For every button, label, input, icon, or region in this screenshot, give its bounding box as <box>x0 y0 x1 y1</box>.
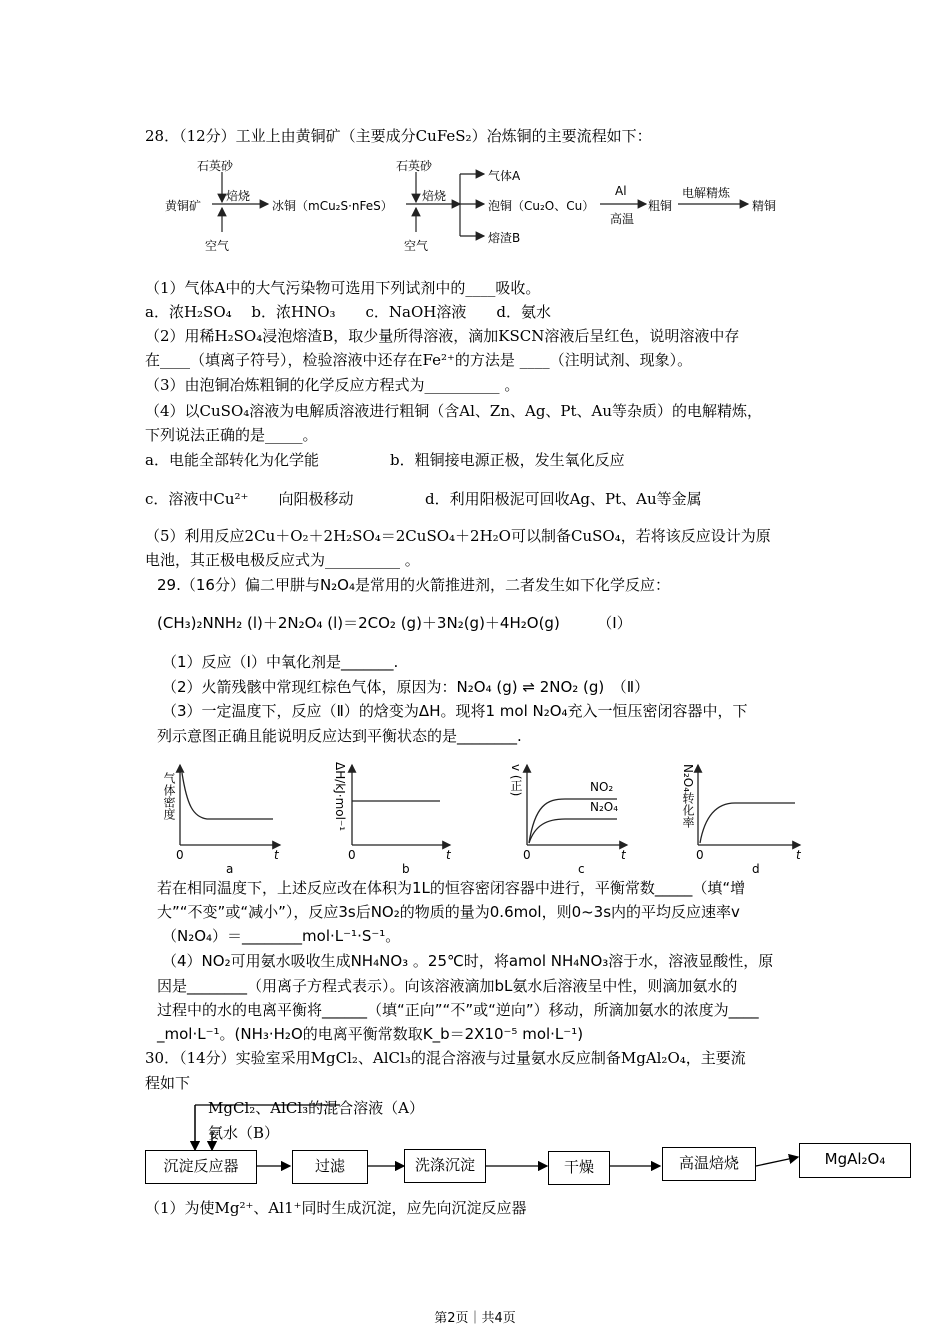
q28-part4-option-a: a．电能全部转化为化学能 <box>145 451 319 469</box>
q28-title: 28．（12分）工业上由黄铜矿（主要成分CuFeS₂）冶炼铜的主要流程如下： <box>145 127 652 145</box>
q29-part2: （2）火箭残骸中常现红棕色气体，原因为：N₂O₄ (g) ⇌ 2NO₂ (g) （Ⅱ） <box>162 678 650 696</box>
flow-box-product: MgAl₂O₄ <box>799 1143 911 1178</box>
q30-feed-b: 氨水（B） <box>208 1124 280 1142</box>
q29-part3-line1: （3）一定温度下，反应（Ⅱ）的焓变为ΔH。现将1 mol N₂O₄充入一恒压密闭容器中，下 <box>162 702 748 720</box>
graph-d-caption: d <box>752 862 760 876</box>
flow-sand-1: 石英砂 <box>197 159 234 173</box>
graph-c-ylabel: v (正) <box>509 764 523 797</box>
q29-part4-line2: 因是________（用离子方程式表示）。向该溶液滴加bL氨水后溶液呈中性，则滴加氨水的 <box>157 977 738 995</box>
q28-part4-option-b: b．粗铜接电源正极，发生氧化反应 <box>390 451 625 469</box>
q29-part3-line2: 列示意图正确且能说明反应达到平衡状态的是________. <box>157 727 522 745</box>
q30-feed-a: MgCl₂、AlCl₃的混合溶液（A） <box>208 1099 424 1117</box>
flow-refined-copper: 精铜 <box>752 199 777 213</box>
flow-matte: 冰铜（mCu₂S·nFeS） <box>272 199 393 213</box>
flow-slag-b: 熔渣B <box>488 231 521 245</box>
graph-c-origin: 0 <box>523 848 531 862</box>
q28-part4-option-c: c．溶液中Cu²⁺ 向阳极移动 <box>145 490 354 508</box>
q29-part4-line4: _mol·L⁻¹。(NH₃·H₂O的电离平衡常数取K_b＝2X10⁻⁵ mol·L⁻¹) <box>157 1025 584 1043</box>
graph-a-caption: a <box>226 862 234 876</box>
q28-part2-line1: （2）用稀H₂SO₄浸泡熔渣B，取少量所得溶液，滴加KSCN溶液后呈红色，说明溶液中存 <box>145 327 740 345</box>
flow-roast-2: 焙烧 <box>422 189 447 203</box>
q28-part5-line1: （5）利用反应2Cu＋O₂＋2H₂SO₄＝2CuSO₄＋2H₂O可以制备CuSO₄，若将该反应设计为原 <box>145 527 771 545</box>
q30-title-line2: 程如下 <box>145 1074 191 1092</box>
graph-b-origin: 0 <box>348 848 356 862</box>
flow-al: Al <box>615 184 627 198</box>
q29-graphs <box>155 755 820 875</box>
q29-part4-line1: （4）NO₂可用氨水吸收生成NH₄NO₃ 。25℃时，将amol NH₄NO₃溶于水，溶液显酸性，原 <box>162 952 774 970</box>
graph-b-axes <box>352 765 450 845</box>
flow-blister-copper: 泡铜（Cu₂O、Cu） <box>488 199 595 213</box>
q29-part3-line4: 大”“不变”或“减小”），反应3s后NO₂的物质的量为0.6mol，则0~3s内的平均反应速率v <box>157 903 740 921</box>
q28-part3: （3）由泡铜冶炼粗铜的化学反应方程式为__________ 。 <box>145 376 520 394</box>
flow-air-1: 空气 <box>205 239 230 253</box>
flow-box-filter: 过滤 <box>292 1150 368 1184</box>
q28-part2-line2: 在____（填离子符号），检验溶液中还存在Fe²⁺的方法是 ____（注明试剂、现象）。 <box>145 351 693 369</box>
q28-part4-line1: （4）以CuSO₄溶液为电解质溶液进行粗铜（含Al、Zn、Ag、Pt、Au等杂质）的电解精炼， <box>145 402 763 420</box>
graph-c-label-no2: NO₂ <box>590 780 614 794</box>
graph-a-axes <box>180 765 280 845</box>
flow-high-temp: 高温 <box>610 212 635 226</box>
flow-gas-a: 气体A <box>488 169 521 183</box>
graph-d-curve <box>700 803 795 843</box>
graph-a-curve <box>182 773 273 819</box>
graph-d-axes <box>698 765 800 845</box>
q29-part3-line3: 若在相同温度下，上述反应改在体积为1L的恒容密闭容器中进行，平衡常数_____（填“增 <box>157 879 746 897</box>
q30-title-line1: 30．（14分）实验室采用MgCl₂、AlCl₃的混合溶液与过量氨水反应制备MgAl₂O₄，主要流 <box>145 1049 746 1067</box>
q28-part1: （1）气体A中的大气污染物可选用下列试剂中的____吸收。 <box>145 279 541 297</box>
graph-a-origin: 0 <box>176 848 184 862</box>
graph-b-caption: b <box>402 862 410 876</box>
q28-part1-options: a．浓H₂SO₄ b．浓HNO₃ c．NaOH溶液 d．氨水 <box>145 303 551 321</box>
graph-c-caption: c <box>578 862 585 876</box>
flow-air-2: 空气 <box>404 239 429 253</box>
q28-part4-option-d: d．利用阳极泥可回收Ag、Pt、Au等金属 <box>425 490 702 508</box>
q29-equation-1: (CH₃)₂NNH₂ (l)＋2N₂O₄ (l)＝2CO₂ (g)＋3N₂(g)＋4H₂O(g) （Ⅰ） <box>157 614 632 632</box>
graph-c-label-n2o4: N₂O₄ <box>590 800 619 814</box>
graph-d-origin: 0 <box>696 848 704 862</box>
q28-flow-diagram <box>160 150 800 255</box>
graph-c-t: t <box>621 848 626 862</box>
graph-c-curve-n2o4 <box>529 819 617 843</box>
q29-part3-line5: （N₂O₄）＝________mol·L⁻¹·S⁻¹。 <box>162 927 401 945</box>
graph-a-t: t <box>274 848 279 862</box>
q28-part4-line2: 下列说法正确的是_____。 <box>145 426 318 444</box>
flow-roast-1: 焙烧 <box>226 189 251 203</box>
graph-b-ylabel: ΔH/kJ·mol⁻¹ <box>333 762 347 832</box>
flow-box-precipitation-reactor: 沉淀反应器 <box>145 1150 257 1184</box>
flow-electro-refine: 电解精炼 <box>682 186 731 200</box>
graph-d-t: t <box>796 848 801 862</box>
flow-sand-2: 石英砂 <box>396 159 433 173</box>
graph-a-ylabel: 气体密度 <box>162 772 176 820</box>
graph-b-t: t <box>446 848 451 862</box>
q30-part1: （1）为使Mg²⁺、Al1⁺同时生成沉淀，应先向沉淀反应器 <box>145 1199 527 1217</box>
q29-part1: （1）反应（Ⅰ）中氧化剂是_______. <box>162 653 399 671</box>
flow-box-dry: 干燥 <box>548 1151 610 1185</box>
graph-d-ylabel: N₂O₄转化率 <box>681 764 695 829</box>
flow-ore: 黄铜矿 <box>165 199 202 213</box>
q29-part4-line3: 过程中的水的电离平衡将______（填“正向”“不”或“逆向”）移动，所滴加氨水的浓度为____ <box>157 1001 759 1019</box>
flow-crude-copper: 粗铜 <box>648 199 673 213</box>
page-footer: 第2页｜共4页 <box>434 1311 516 1326</box>
flow-box-calcine: 高温焙烧 <box>662 1147 756 1181</box>
q28-part5-line2: 电池，其正极电极反应式为__________ 。 <box>145 551 420 569</box>
q29-title: 29.（16分）偏二甲肼与N₂O₄是常用的火箭推进剂，二者发生如下化学反应： <box>157 576 670 594</box>
flow-box-wash-precipitate: 洗涤沉淀 <box>404 1149 486 1183</box>
